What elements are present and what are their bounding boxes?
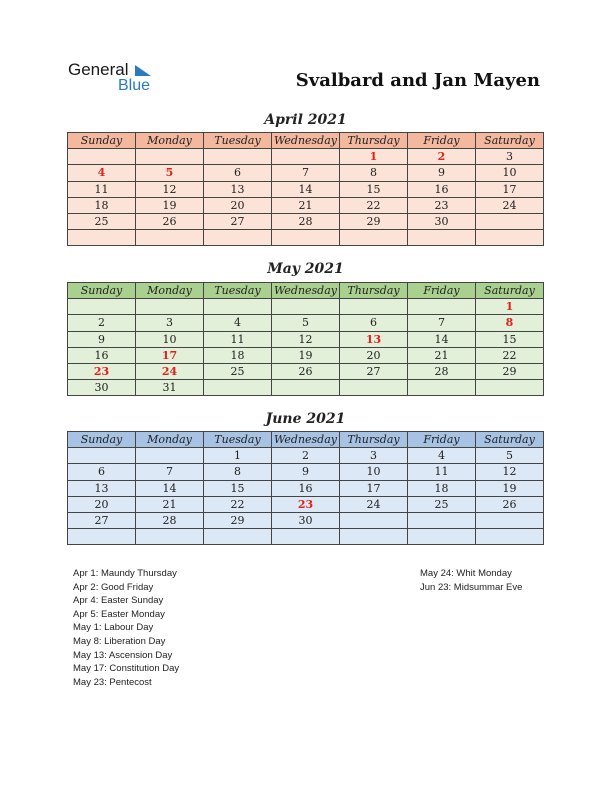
- week-row: [68, 448, 544, 464]
- day-cell: [204, 230, 272, 246]
- month-title-june: June 2021: [265, 411, 346, 427]
- day-cell: [340, 230, 408, 246]
- day-cell: 24: [136, 363, 204, 379]
- day-cell: 21: [136, 496, 204, 512]
- week-row: [68, 165, 544, 181]
- weekday-header: Tuesday: [204, 432, 272, 448]
- day-cell: [476, 380, 544, 396]
- day-cell: 27: [68, 512, 136, 528]
- day-cell: 11: [204, 331, 272, 347]
- day-cell: 14: [408, 331, 476, 347]
- day-cell: 28: [136, 512, 204, 528]
- generalblue-logo: [68, 60, 168, 96]
- day-cell: 5: [272, 315, 340, 331]
- holiday-item: May 1: Labour Day: [73, 622, 154, 634]
- day-cell: 15: [204, 480, 272, 496]
- day-cell: 13: [340, 331, 408, 347]
- day-cell: 30: [408, 213, 476, 229]
- day-cell: 17: [340, 480, 408, 496]
- day-cell: 26: [136, 213, 204, 229]
- weekday-header: Sunday: [68, 133, 136, 149]
- day-cell: 24: [476, 197, 544, 213]
- day-cell: [204, 380, 272, 396]
- day-cell: 16: [272, 480, 340, 496]
- weekday-header: Saturday: [476, 432, 544, 448]
- day-cell: 11: [408, 464, 476, 480]
- day-cell: [476, 529, 544, 545]
- day-cell: [408, 529, 476, 545]
- day-cell: 18: [408, 480, 476, 496]
- day-cell: 2: [272, 448, 340, 464]
- day-cell: [136, 230, 204, 246]
- week-row: [68, 181, 544, 197]
- day-cell: [136, 299, 204, 315]
- day-cell: 3: [476, 149, 544, 165]
- day-cell: 1: [340, 149, 408, 165]
- day-cell: [272, 230, 340, 246]
- weekday-header: Friday: [408, 432, 476, 448]
- day-cell: [340, 529, 408, 545]
- day-cell: [68, 299, 136, 315]
- day-cell: 27: [204, 213, 272, 229]
- weekday-header: Wednesday: [272, 283, 340, 299]
- day-cell: 18: [68, 197, 136, 213]
- week-row: [68, 363, 544, 379]
- day-cell: [136, 149, 204, 165]
- day-cell: [408, 512, 476, 528]
- weekday-header: Thursday: [340, 283, 408, 299]
- week-row: [68, 529, 544, 545]
- day-cell: 22: [340, 197, 408, 213]
- week-row: [68, 480, 544, 496]
- day-cell: 30: [68, 380, 136, 396]
- day-cell: 17: [476, 181, 544, 197]
- day-cell: [476, 230, 544, 246]
- day-cell: [408, 380, 476, 396]
- day-cell: 15: [340, 181, 408, 197]
- day-cell: 1: [476, 299, 544, 315]
- weekday-header: Sunday: [68, 283, 136, 299]
- day-cell: 27: [340, 363, 408, 379]
- holiday-item: May 23: Pentecost: [73, 676, 152, 688]
- day-cell: [272, 380, 340, 396]
- weekday-header: Friday: [408, 283, 476, 299]
- day-cell: 6: [340, 315, 408, 331]
- month-title-may: May 2021: [267, 261, 344, 277]
- day-cell: 28: [408, 363, 476, 379]
- day-cell: 20: [340, 347, 408, 363]
- day-cell: 22: [476, 347, 544, 363]
- day-cell: [68, 149, 136, 165]
- day-cell: [272, 149, 340, 165]
- day-cell: 5: [136, 165, 204, 181]
- week-row: [68, 464, 544, 480]
- day-cell: 12: [136, 181, 204, 197]
- day-cell: 21: [408, 347, 476, 363]
- day-cell: 20: [204, 197, 272, 213]
- weekday-header: Saturday: [476, 133, 544, 149]
- day-cell: [408, 230, 476, 246]
- month-title-april: April 2021: [264, 112, 347, 128]
- weekday-header: Thursday: [340, 133, 408, 149]
- day-cell: 6: [204, 165, 272, 181]
- logo-triangle-icon: [133, 63, 153, 77]
- holiday-item: Apr 2: Good Friday: [73, 581, 154, 593]
- week-row: [68, 197, 544, 213]
- day-cell: 6: [68, 464, 136, 480]
- day-cell: 17: [136, 347, 204, 363]
- holiday-list-left: [73, 567, 179, 689]
- day-cell: 28: [272, 213, 340, 229]
- day-cell: 24: [340, 496, 408, 512]
- weekday-header: Tuesday: [204, 283, 272, 299]
- day-cell: [340, 380, 408, 396]
- day-cell: [68, 230, 136, 246]
- day-cell: [476, 213, 544, 229]
- day-cell: 29: [204, 512, 272, 528]
- day-cell: 16: [408, 181, 476, 197]
- week-row: [68, 347, 544, 363]
- day-cell: [204, 299, 272, 315]
- weekday-header: Sunday: [68, 432, 136, 448]
- weekday-header: Wednesday: [272, 133, 340, 149]
- day-cell: 12: [272, 331, 340, 347]
- day-cell: [340, 512, 408, 528]
- weekday-header: Monday: [136, 283, 204, 299]
- holiday-item: May 17: Constitution Day: [73, 663, 180, 675]
- day-cell: 7: [408, 315, 476, 331]
- day-cell: 9: [408, 165, 476, 181]
- day-cell: 29: [340, 213, 408, 229]
- day-cell: 9: [272, 464, 340, 480]
- day-cell: 31: [136, 380, 204, 396]
- day-cell: [204, 529, 272, 545]
- day-cell: 19: [476, 480, 544, 496]
- day-cell: 7: [272, 165, 340, 181]
- day-cell: 4: [408, 448, 476, 464]
- week-row: [68, 380, 544, 396]
- day-cell: 16: [68, 347, 136, 363]
- day-cell: [408, 299, 476, 315]
- day-cell: 21: [272, 197, 340, 213]
- week-row: [68, 512, 544, 528]
- week-row: [68, 299, 544, 315]
- day-cell: 26: [476, 496, 544, 512]
- day-cell: 13: [204, 181, 272, 197]
- day-cell: 14: [136, 480, 204, 496]
- day-cell: 15: [476, 331, 544, 347]
- day-cell: 10: [340, 464, 408, 480]
- day-cell: 7: [136, 464, 204, 480]
- week-row: [68, 213, 544, 229]
- calendar-may: [67, 282, 544, 396]
- day-cell: [340, 299, 408, 315]
- weekday-header: Wednesday: [272, 432, 340, 448]
- week-row: [68, 496, 544, 512]
- day-cell: 19: [136, 197, 204, 213]
- week-row: [68, 149, 544, 165]
- day-cell: 29: [476, 363, 544, 379]
- day-cell: 8: [476, 315, 544, 331]
- day-cell: 11: [68, 181, 136, 197]
- day-cell: 1: [204, 448, 272, 464]
- logo-text-blue: Blue: [118, 77, 151, 94]
- day-cell: 30: [272, 512, 340, 528]
- holiday-item: Apr 5: Easter Monday: [73, 608, 165, 620]
- weekday-header: Saturday: [476, 283, 544, 299]
- day-cell: 8: [204, 464, 272, 480]
- day-cell: 14: [272, 181, 340, 197]
- day-cell: 10: [136, 331, 204, 347]
- calendar-april: [67, 132, 544, 246]
- day-cell: 23: [408, 197, 476, 213]
- day-cell: [68, 448, 136, 464]
- day-cell: 23: [68, 363, 136, 379]
- day-cell: 23: [272, 496, 340, 512]
- day-cell: 25: [204, 363, 272, 379]
- day-cell: 8: [340, 165, 408, 181]
- day-cell: 19: [272, 347, 340, 363]
- day-cell: [272, 299, 340, 315]
- day-cell: 25: [68, 213, 136, 229]
- day-cell: [136, 448, 204, 464]
- holiday-list-right: [420, 567, 522, 594]
- holiday-item: May 24: Whit Monday: [420, 568, 512, 579]
- day-cell: 2: [408, 149, 476, 165]
- day-cell: [204, 149, 272, 165]
- day-cell: [68, 529, 136, 545]
- day-cell: 20: [68, 496, 136, 512]
- day-cell: 3: [340, 448, 408, 464]
- day-cell: 10: [476, 165, 544, 181]
- weekday-header: Monday: [136, 133, 204, 149]
- day-cell: 26: [272, 363, 340, 379]
- logo-text-general: General: [68, 60, 129, 79]
- holiday-item: May 13: Ascension Day: [73, 649, 173, 661]
- day-cell: 12: [476, 464, 544, 480]
- weekday-header: Tuesday: [204, 133, 272, 149]
- day-cell: 13: [68, 480, 136, 496]
- day-cell: 3: [136, 315, 204, 331]
- day-cell: 5: [476, 448, 544, 464]
- week-row: [68, 315, 544, 331]
- day-cell: [272, 529, 340, 545]
- day-cell: 18: [204, 347, 272, 363]
- day-cell: 4: [68, 165, 136, 181]
- day-cell: [136, 529, 204, 545]
- day-cell: 9: [68, 331, 136, 347]
- holiday-item: Jun 23: Midsummar Eve: [420, 581, 523, 593]
- day-cell: 22: [204, 496, 272, 512]
- day-cell: [476, 512, 544, 528]
- day-cell: 4: [204, 315, 272, 331]
- day-cell: 2: [68, 315, 136, 331]
- weekday-header: Monday: [136, 432, 204, 448]
- page-title: Svalbard and Jan Mayen: [295, 70, 540, 91]
- calendar-june: [67, 431, 544, 545]
- week-row: [68, 331, 544, 347]
- weekday-header: Friday: [408, 133, 476, 149]
- holiday-item: Apr 4: Easter Sunday: [73, 595, 164, 607]
- week-row: [68, 230, 544, 246]
- day-cell: 25: [408, 496, 476, 512]
- holiday-item: May 8: Liberation Day: [73, 635, 166, 647]
- weekday-header: Thursday: [340, 432, 408, 448]
- holiday-item: Apr 1: Maundy Thursday: [73, 568, 177, 579]
